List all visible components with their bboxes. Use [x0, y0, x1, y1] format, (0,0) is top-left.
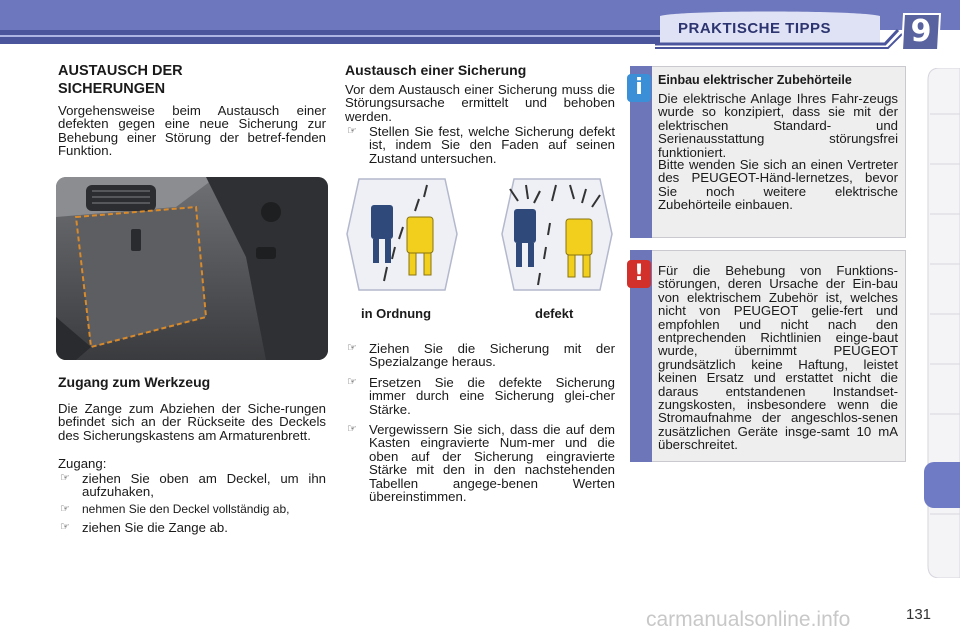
chapter-number: 9 [910, 14, 932, 49]
pointing-hand-icon: ☞ [347, 125, 357, 137]
fuse-defective-label: defekt [535, 306, 574, 321]
access-steps [58, 472, 326, 535]
page-number: 131 [906, 606, 932, 623]
dashboard-photo [56, 177, 328, 360]
info-panel-paragraph-2: Bitte wenden Sie sich an einen Vertreter des PEUGEOT-Händ-lernetzes, bevor Sie noch weitere elektrische Zubehörteile einbauen. [658, 157, 898, 213]
side-tab-chapter-9[interactable] [924, 462, 960, 508]
pointing-hand-icon: ☞ [60, 472, 70, 484]
page-header [0, 0, 960, 52]
header-title: PRAKTISCHE TIPPS [678, 20, 832, 37]
access-label: Zugang: [58, 456, 107, 471]
pointing-hand-icon: ☞ [347, 342, 357, 354]
warning-icon: ! [627, 260, 651, 288]
info-icon: i [627, 74, 651, 102]
list-item: ☞ Vergewissern Sie sich, dass die auf dem Kasten eingravierte Num-mer und die oben auf der Sicherung eingravierte Stärke mit den in den nachstehenden Tabellen angege-benen Werten übereinstimmen. [347, 422, 615, 505]
fuse-defective-illustration [500, 177, 614, 292]
pointing-hand-icon: ☞ [60, 502, 70, 515]
info-panel-paragraph-1: Die elektrische Anlage Ihres Fahr-zeugs wurde so konzipiert, dass sie mit der elektrischen Standard- und Serienausstattung störungsfrei funktioniert. [658, 91, 898, 160]
fuse-intro-text: Vor dem Austausch einer Sicherung muss die Störungsursache ermittelt und behoben werden. [345, 82, 615, 124]
info-panel-title: Einbau elektrischer Zubehörteile [658, 73, 852, 87]
list-item: ☞ Ziehen Sie die Sicherung mit der Spezialzange heraus. [347, 341, 615, 370]
list-item: ☞ ziehen Sie oben am Deckel, um ihn aufzuhaken, [60, 471, 326, 500]
fuse-ok-illustration [345, 177, 459, 292]
section-title: AUSTAUSCH DER SICHERUNGEN [58, 63, 183, 97]
warning-panel-text: Für die Behebung von Funktions-störungen, deren Ursache der Ein-bau von elektrischem Zubehör ist, welches nicht von PEUGEOT gelie-fert und empfohlen und nicht nach den entprechenden Richtlinien einge-baut wurde, übernimmt PEUGEOT grundsätzlich keine Haftung, leistet keinen Ersatz und erstattet nicht die daraus entstandenen Instandset-zungskosten, insbesondere wenn die Stromaufnahme der angeschlos-senen zusätzlichen Geräte insge-samt 10 mA überschreitet. [658, 263, 898, 453]
pointing-hand-icon: ☞ [60, 521, 70, 534]
intro-text: Vorgehensweise beim Austausch einer defekten gegen eine neue Sicherung zur Behebung einer Störung der betref-fenden Funktion. [58, 103, 326, 159]
fuse-replacement-title: Austausch einer Sicherung [345, 62, 527, 78]
list-item: ☞ Ersetzen Sie die defekte Sicherung immer durch eine Sicherung glei-cher Stärke. [347, 374, 615, 417]
watermark: carmanualsonline.info [646, 608, 851, 631]
pointing-hand-icon: ☞ [347, 423, 357, 436]
list-item: ☞ nehmen Sie den Deckel vollständig ab, [60, 501, 290, 516]
access-text: Die Zange zum Abziehen der Siche-rungen befindet sich an der Rückseite des Deckels des Sicherungskastens am Armaturenbrett. [58, 401, 326, 443]
fuse-ok-label: in Ordnung [361, 306, 432, 321]
pointing-hand-icon: ☞ [347, 375, 357, 388]
access-title: Zugang zum Werkzeug [58, 374, 211, 390]
fuse-steps [345, 342, 615, 503]
list-item: ☞ ziehen Sie die Zange ab. [60, 520, 228, 536]
list-item: ☞ Stellen Sie fest, welche Sicherung defekt ist, indem Sie den Faden auf seinen Zustand untersuchen. [347, 124, 615, 166]
